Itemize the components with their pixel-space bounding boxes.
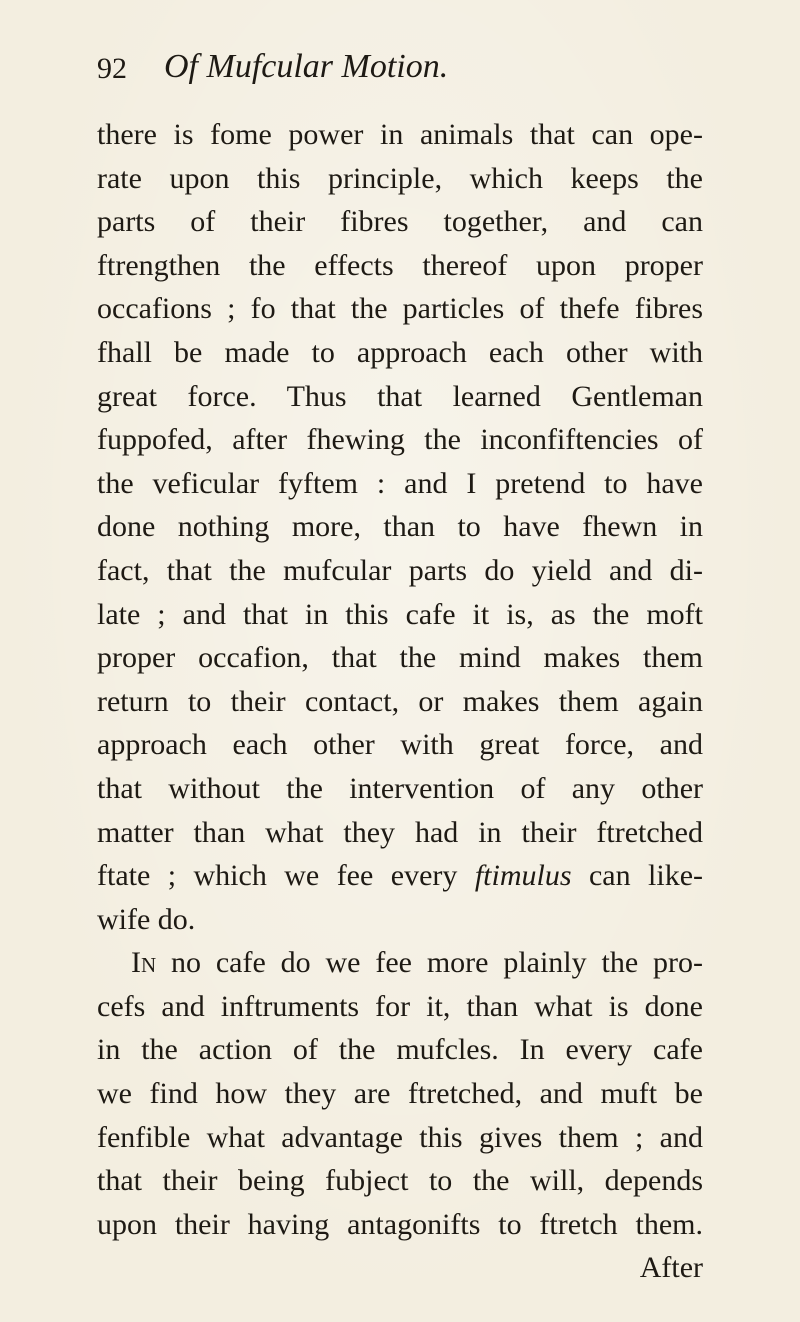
text-line: fhall be made to approach each other with <box>97 335 703 369</box>
text-line: wife do. <box>97 902 196 936</box>
text-line: the veficular fyftem : and I pretend to have <box>97 466 703 500</box>
text-line: fuppofed, after fhewing the inconfiftencies of <box>97 423 703 457</box>
italic-word: ftimulus <box>474 859 572 893</box>
text-line: there is fome power in animals that can ope- <box>97 118 703 151</box>
text-line: upon their having antagonifts to ftretch them. <box>97 1207 703 1241</box>
text-line: fenfible what advantage this gives them ; and <box>97 1120 703 1154</box>
text-line: late ; and that in this cafe it is, as the moft <box>97 597 703 631</box>
page-number: 92 <box>97 52 127 85</box>
text-line: approach each other with great force, and <box>97 728 703 762</box>
text-line: in the action of the mufcles. In every cafe <box>97 1033 703 1067</box>
text-line: done nothing more, than to have fhewn in <box>97 510 703 544</box>
text-line: ftrengthen the effects thereof upon proper <box>97 248 703 282</box>
text-line: great force. Thus that learned Gentleman <box>97 379 703 413</box>
text-line: occafions ; fo that the particles of thefe fibres <box>97 292 703 326</box>
text-line: rate upon this principle, which keeps the <box>97 161 703 195</box>
text-segment: can like- <box>571 859 703 893</box>
text-line: we find how they are ftretched, and muft be <box>97 1077 703 1111</box>
catchword: After <box>639 1251 703 1285</box>
paragraph-first-line <box>97 941 703 985</box>
text-line: parts of their fibres together, and can <box>97 205 703 239</box>
body-text <box>97 113 703 1290</box>
text-line: that without the intervention of any other <box>97 771 703 805</box>
text-line: proper occafion, that the mind makes them <box>97 641 703 675</box>
text-segment: ftate ; which we fee every <box>97 859 458 893</box>
small-caps-word: In <box>131 946 157 980</box>
text-line: matter than what they had in their ftretched <box>97 815 703 849</box>
text-segment: no cafe do we fee more plainly the pro- <box>156 946 703 980</box>
page-header <box>97 48 740 98</box>
running-head: Of Mufcular Motion. <box>164 48 449 85</box>
text-line: return to their contact, or makes them again <box>97 684 703 718</box>
text-line: fact, that the mufcular parts do yield and di- <box>97 553 703 587</box>
text-line <box>97 854 703 898</box>
text-line: cefs and inftruments for it, than what is done <box>97 989 703 1023</box>
text-line: that their being fubject to the will, depends <box>97 1164 703 1198</box>
